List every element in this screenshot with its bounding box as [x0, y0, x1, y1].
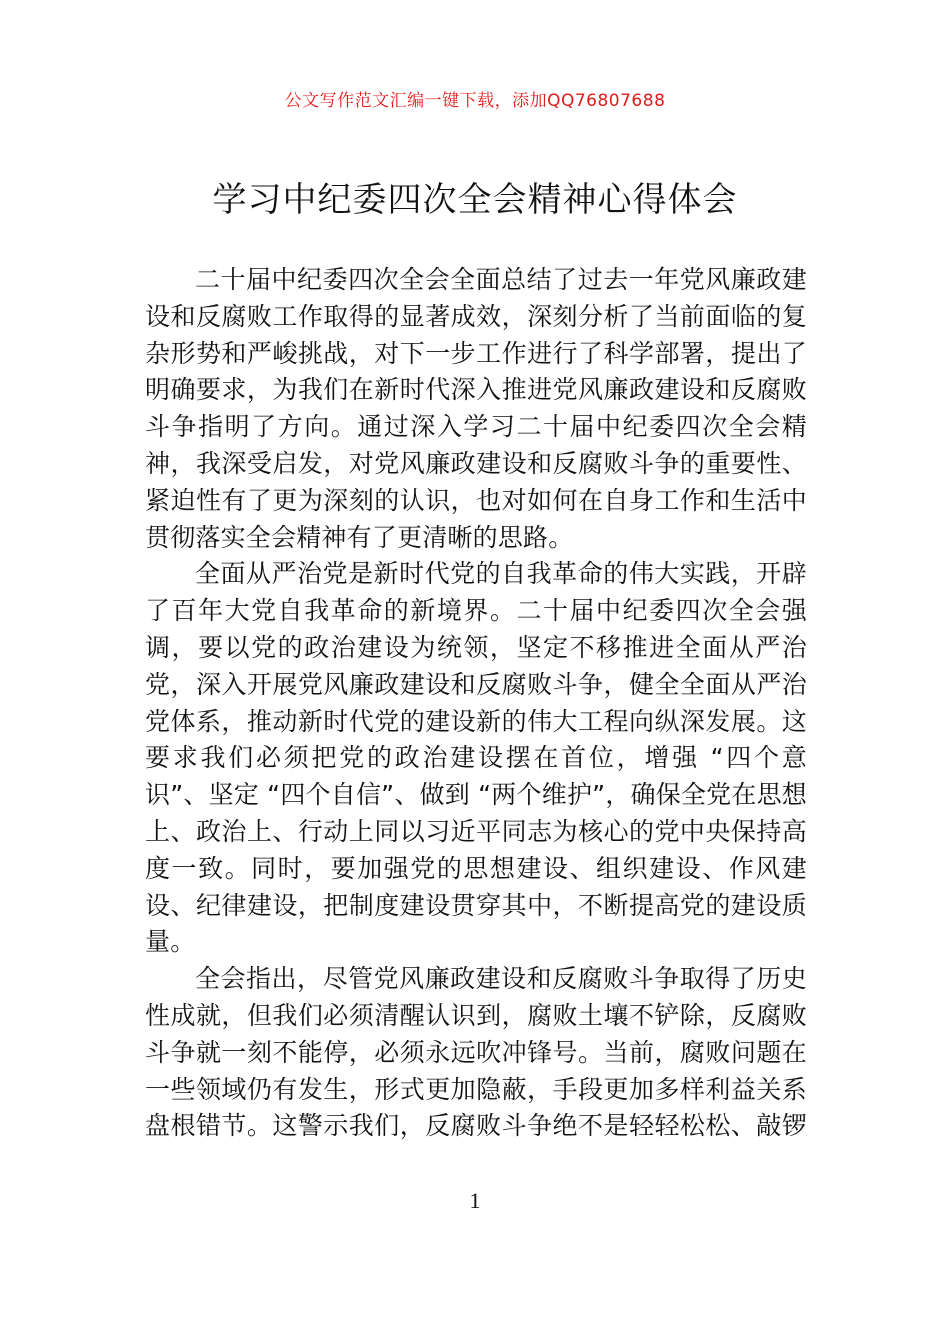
promo-banner: 公文写作范文汇编一键下载，添加QQ76807688 — [284, 91, 666, 111]
paragraph-2: 全面从严治党是新时代党的自我革命的伟大实践，开辟了百年大党自我革命的新境界。二十届中纪委四次全会强调，要以党的政治建设为统领，坚定不移推进全面从严治党，深入开展党风廉政建设和反腐败斗争，健全全面从严治党体系，推动新时代党的建设新的伟大工程向纵深发展。这要求我们必须把党的政治建设摆在首位，增强 “四个意识”、坚定 “四个自信”、做到 “两个维护”，确保全党在思想上、政治上、行动上同以习近平同志为核心的党中央保持高度一致。同时，要加强党的思想建设、组织建设、作风建设、纪律建设，把制度建设贯穿其中，不断提高党的建设质量。 — [145, 559, 807, 957]
document-body — [145, 262, 807, 1146]
document-title: 学习中纪委四次全会精神心得体会 — [212, 180, 738, 220]
paragraph-3: 全会指出，尽管党风廉政建设和反腐败斗争取得了历史性成就，但我们必须清醒认识到，腐败土壤不铲除，反腐败斗争就一刻不能停，必须永远吹冲锋号。当前，腐败问题在一些领域仍有发生，形式更加隐蔽，手段更加多样利益关系盘根错节。这警示我们，反腐败斗争绝不是轻轻松松、敲锣 — [145, 964, 807, 1141]
paragraph-1: 二十届中纪委四次全会全面总结了过去一年党风廉政建设和反腐败工作取得的显著成效，深刻分析了当前面临的复杂形势和严峻挑战，对下一步工作进行了科学部署，提出了明确要求，为我们在新时代深入推进党风廉政建设和反腐败斗争指明了方向。通过深入学习二十届中纪委四次全会精神，我深受启发，对党风廉政建设和反腐败斗争的重要性、紧迫性有了更为深刻的认识，也对如何在自身工作和生活中贯彻落实全会精神有了更清晰的思路。 — [145, 265, 807, 552]
page-number: 1 — [469, 1188, 481, 1213]
